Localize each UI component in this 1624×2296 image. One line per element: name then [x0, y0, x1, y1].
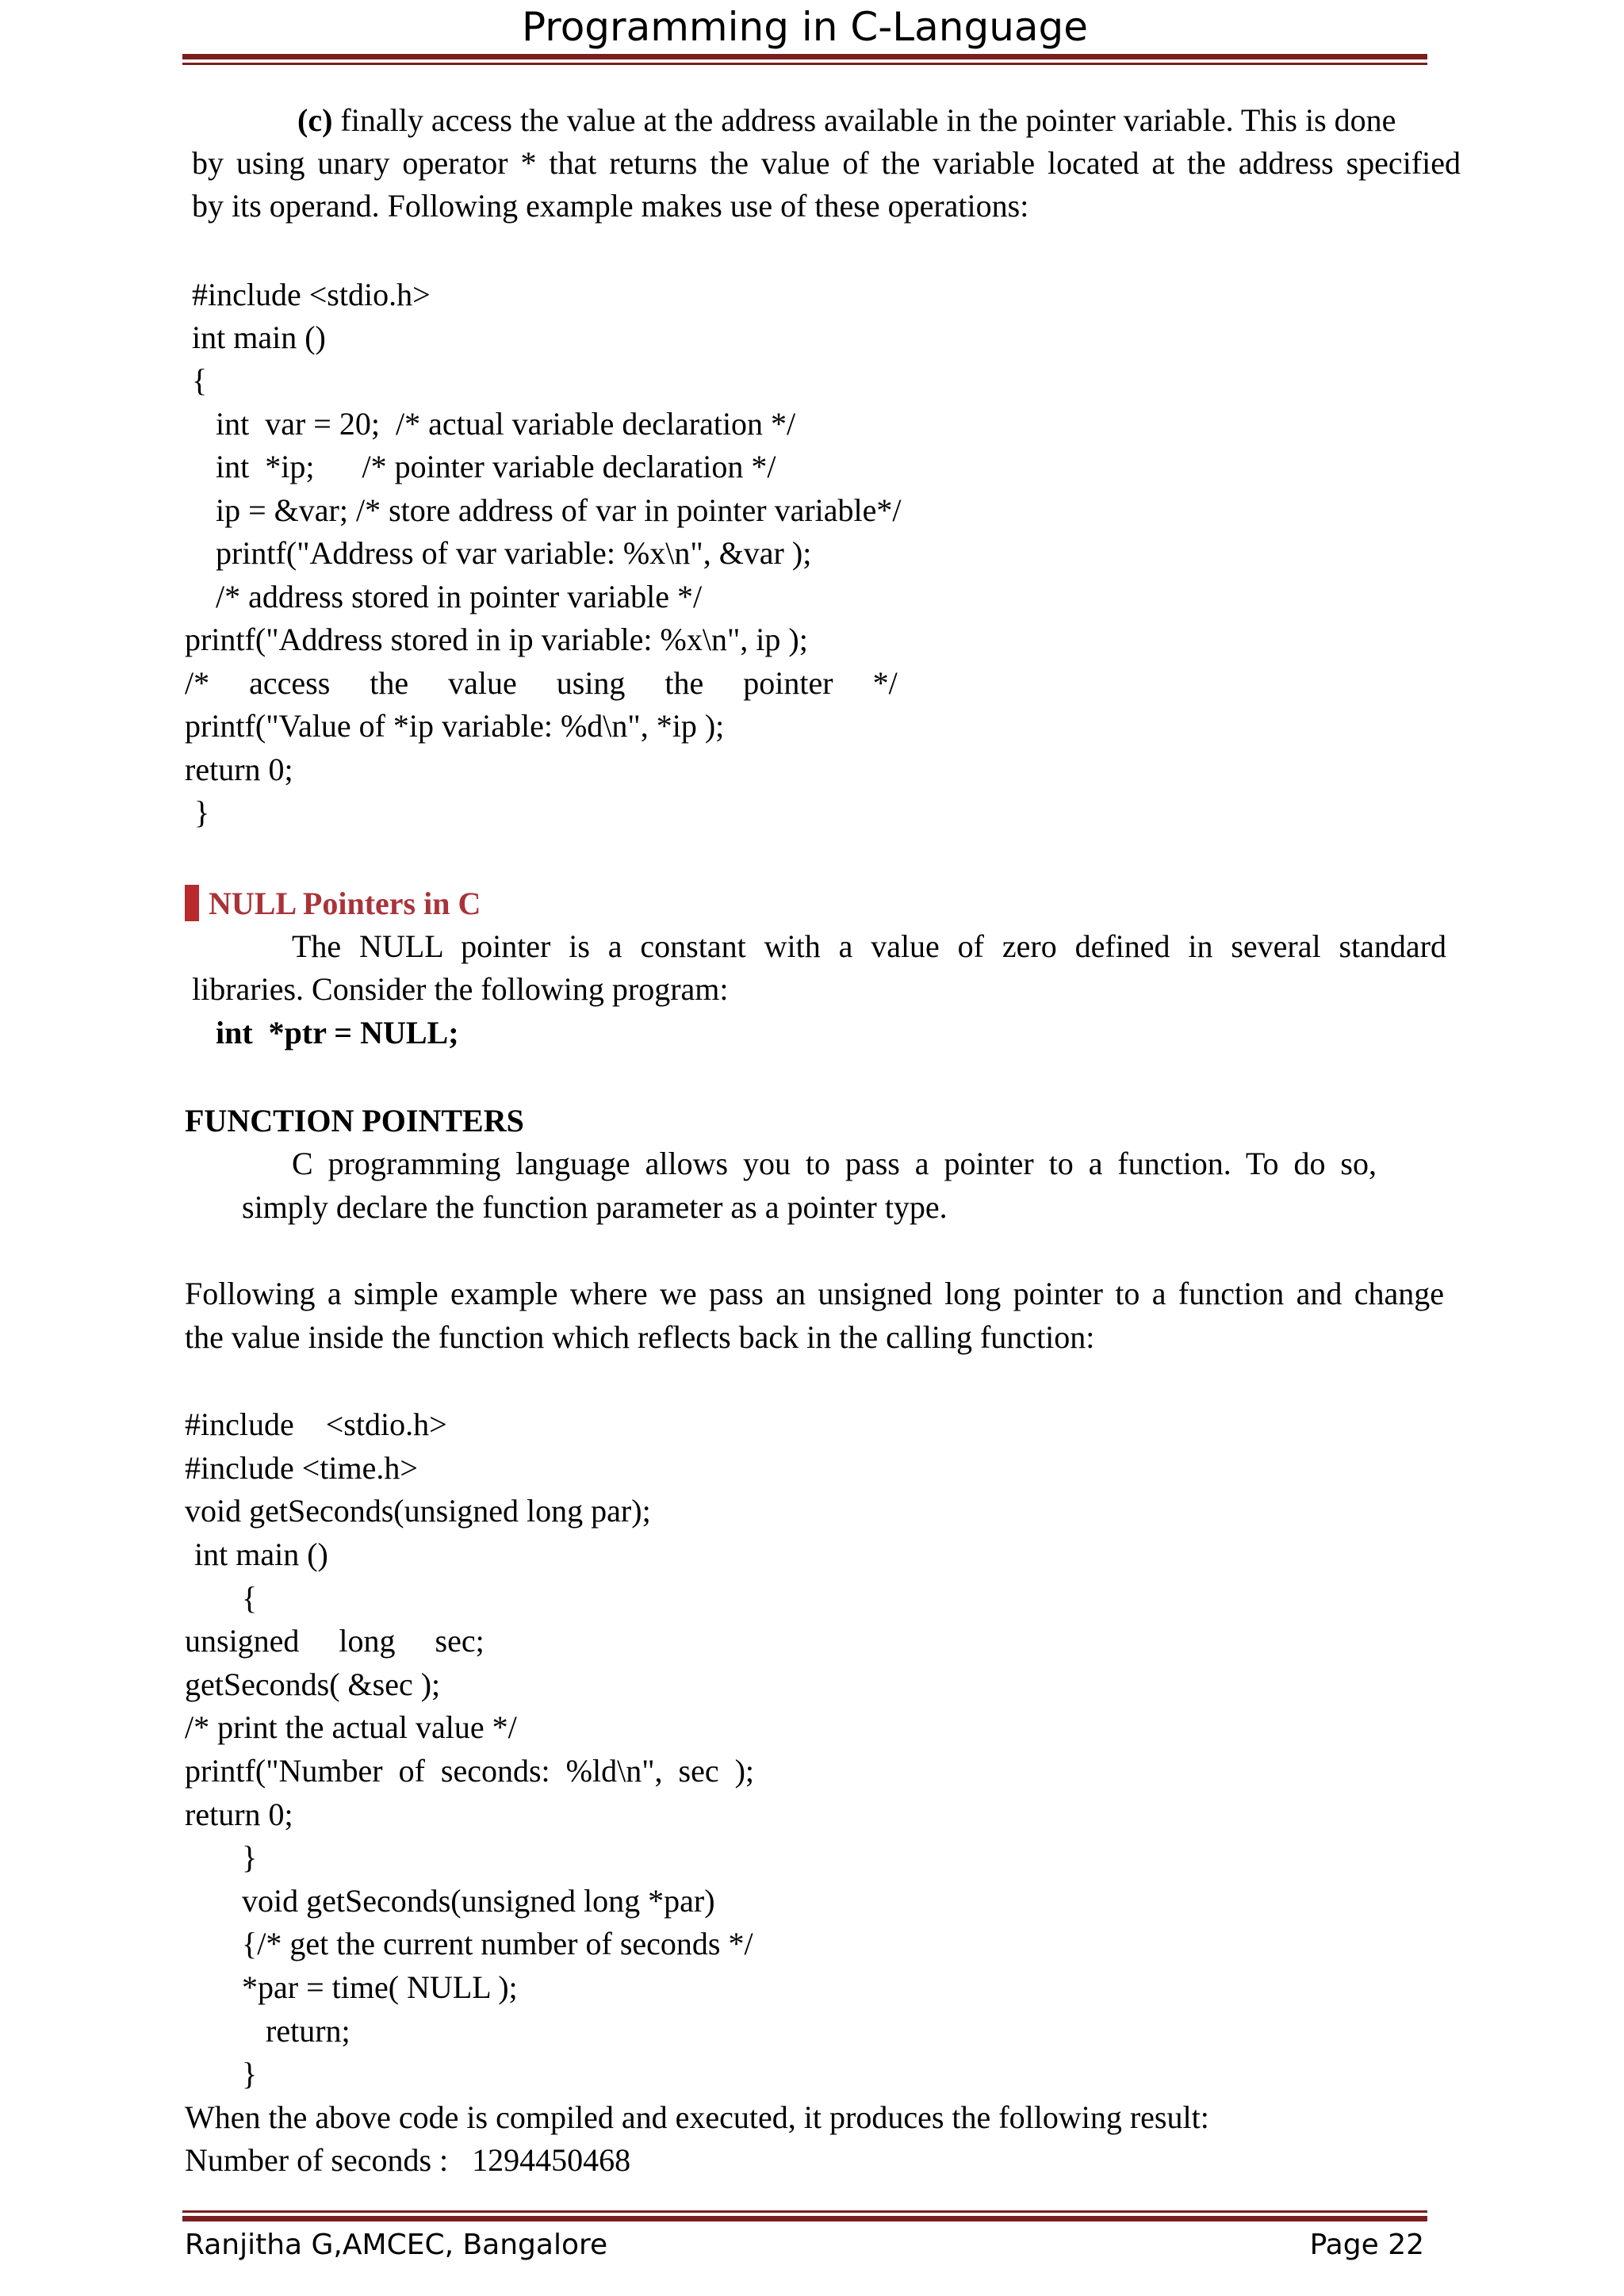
intro-text-1: finally access the value at the address available in the pointer variable. This is done	[340, 102, 1396, 138]
footer-author: Ranjitha G,AMCEC, Bangalore	[185, 2229, 608, 2261]
intro-line-2: by using unary operator * that returns the value of the variable located at the address specified	[192, 145, 1461, 181]
header-rule-thick	[182, 54, 1427, 59]
null-code-line: int *ptr = NULL;	[216, 1015, 459, 1050]
code1-line: ip = &var; /* store address of var in pointer variable*/	[216, 492, 902, 528]
code1-line: }	[194, 794, 210, 830]
code2-line: return 0;	[185, 1797, 293, 1832]
code2-line: printf("Number of seconds: %ld\n", sec );	[185, 1753, 755, 1789]
result-line-2: Number of seconds : 1294450468	[185, 2142, 631, 2178]
function-pointers-heading: FUNCTION POINTERS	[185, 1103, 524, 1138]
null-para-line-1: The NULL pointer is a constant with a value of zero defined in several standard	[292, 928, 1446, 964]
code1-line: printf("Address stored in ip variable: %x\n", ip );	[185, 622, 808, 657]
code1-line: return 0;	[185, 752, 293, 787]
fp-para-line-1: C programming language allows you to pass a pointer to a function. To do so,	[292, 1146, 1377, 1181]
code1-line: int var = 20; /* actual variable declaration */	[216, 406, 796, 442]
code1-line: int main ()	[192, 320, 326, 355]
null-pointers-heading	[185, 882, 481, 924]
section-marker-bar	[185, 885, 199, 921]
code2-line: getSeconds( &sec );	[185, 1667, 441, 1702]
code2-line: }	[242, 2056, 258, 2091]
code2-line: void getSeconds(unsigned long *par)	[242, 1883, 715, 1919]
code2-line: {/* get the current number of seconds */	[242, 1926, 753, 1961]
header-rule-thin	[182, 63, 1427, 65]
code1-line: /* access the value using the pointer */	[185, 665, 898, 701]
intro-line-1	[297, 99, 1396, 142]
code1-line: printf("Value of *ip variable: %d\n", *ip );	[185, 708, 725, 744]
code1-line: {	[192, 362, 208, 398]
footer-rule-thick	[182, 2216, 1427, 2221]
code2-line: int main ()	[194, 1536, 328, 1572]
intro-line-3: by its operand. Following example makes use of these operations:	[192, 188, 1029, 224]
code1-line: #include <stdio.h>	[192, 277, 431, 312]
result-line-1: When the above code is compiled and executed, it produces the following result:	[185, 2099, 1209, 2135]
fp-para-line-2: simply declare the function parameter as a pointer type.	[242, 1189, 948, 1225]
code1-line: /* address stored in pointer variable */	[216, 579, 703, 614]
code2-line: *par = time( NULL );	[242, 1969, 518, 2005]
code2-line: #include <time.h>	[185, 1450, 418, 1486]
code2-line: /* print the actual value */	[185, 1709, 517, 1745]
code1-line: int *ip; /* pointer variable declaration */	[216, 449, 776, 484]
footer-rule-thin	[182, 2210, 1427, 2213]
example-intro-line-2: the value inside the function which reflects back in the calling function:	[185, 1319, 1095, 1355]
code1-line: printf("Address of var variable: %x\n", &var );	[216, 535, 812, 571]
footer-page-number: Page 22	[1309, 2229, 1424, 2261]
null-pointers-heading-text: NULL Pointers in C	[209, 885, 481, 921]
null-para-line-2: libraries. Consider the following program:	[192, 971, 729, 1007]
example-intro-line-1: Following a simple example where we pass an unsigned long pointer to a function and change	[185, 1276, 1444, 1311]
page-header-title: Programming in C-Language	[521, 4, 1089, 50]
code2-line: #include <stdio.h>	[185, 1406, 447, 1442]
code2-line: unsigned long sec;	[185, 1623, 485, 1659]
code2-line: void getSeconds(unsigned long par);	[185, 1493, 651, 1529]
code2-line: {	[242, 1580, 258, 1616]
code2-line: return;	[266, 2013, 350, 2049]
intro-label: (c)	[297, 102, 333, 138]
code2-line: }	[242, 1839, 258, 1875]
